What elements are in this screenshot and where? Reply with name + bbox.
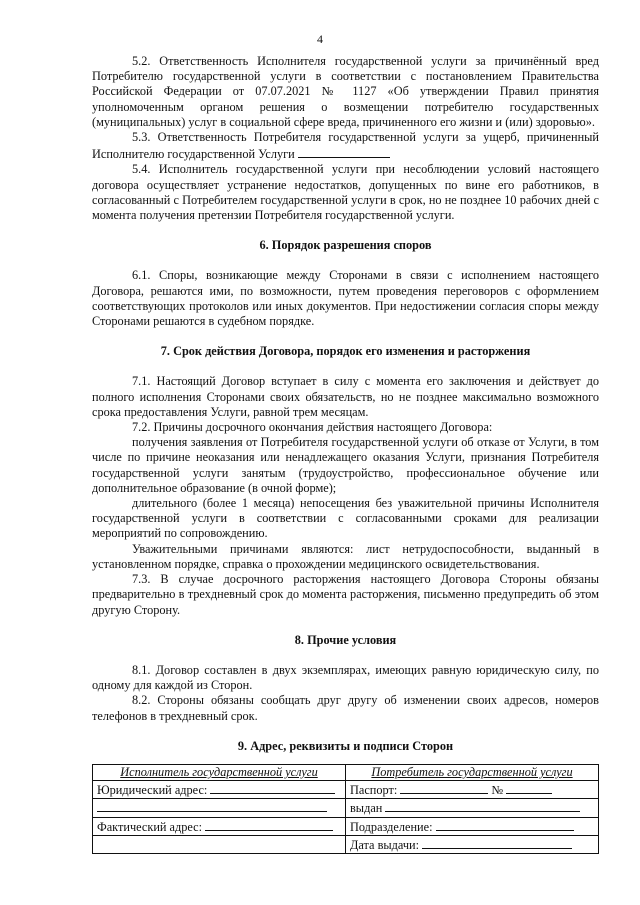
blank-line (205, 818, 333, 831)
clause-7-2: 7.2. Причины досрочного окончания действия настоящего Договора: (132, 420, 493, 435)
number-sign: № (491, 783, 504, 798)
blank-line (210, 781, 335, 794)
clause-5-3-text: 5.3. Ответственность Потребителя государственной услуги за ущерб, причиненный Исполнителю государственной Услуги (92, 130, 599, 162)
section-8-heading: 8. Прочие условия (294, 632, 397, 647)
blank-line (506, 781, 552, 794)
division-cell (346, 817, 599, 835)
actual-address-label: Фактический адрес: (97, 819, 203, 834)
section-6-heading: 6. Порядок разрешения споров (259, 238, 432, 253)
passport-cell (346, 781, 599, 799)
clause-5-3 (92, 130, 599, 162)
clause-7-2-reason-b: длительного (более 1 месяца) непосещения без уважительной причины Исполнителя государственной услуги в соответствии с согласованными сроками для реализации мероприятий по сопровождению. (92, 496, 599, 541)
actual-address-cont-cell (93, 835, 346, 853)
section-7-heading: 7. Срок действия Договора, порядок его изменения и расторжения (160, 344, 531, 359)
issued-cell (346, 799, 599, 817)
legal-address-cell (93, 781, 346, 799)
clause-5-2: 5.2. Ответственность Исполнителя государственной услуги за причинённый вред Потребителю государственной услуги в соответствии с постановлением Правительства Российской Федерации от 07.07.2021 № 1127 «Об утверждении Правил принятия уполномоченным органом решения о возмещении потребителю государственных (муниципальных) услуг в социальной сфере вреда, причиненного его жизни и (или) здоровью». (92, 54, 599, 129)
document-body (92, 54, 599, 854)
section-9-heading: 9. Адрес, реквизиты и подписи Сторон (237, 738, 454, 753)
blank-line (385, 799, 580, 812)
division-label: Подразделение: (350, 819, 433, 834)
issue-date-cell (346, 835, 599, 853)
executor-column-header: Исполнитель государственной услуги (93, 764, 346, 780)
clause-6-1: 6.1. Споры, возникающие между Сторонами в связи с исполнением настоящего Договора, решаются ими, по возможности, путем проведения переговоров с оформлением соответствующих протоколов или иных документов. При недостижении согласия споры между Сторонами решаются в судебном порядке. (92, 268, 599, 329)
legal-address-label: Юридический адрес: (97, 783, 208, 798)
blank-line (422, 836, 572, 849)
page-number: 4 (317, 32, 323, 46)
consumer-column-header: Потребитель государственной услуги (346, 764, 599, 780)
clause-7-3: 7.3. В случае досрочного расторжения настоящего Договора Стороны обязаны предварительно в трехдневный срок до момента расторжения, письменно предупредить об этом другую Сторону. (92, 572, 599, 617)
clause-5-4: 5.4. Исполнитель государственной услуги при несоблюдении условий настоящего договора осуществляет устранение недостатков, допущенных по вине его работников, в согласованный с Потребителем государственной услуги в срок, но не позднее 10 рабочих дней с момента получения претензии Потребителя государственной услуги. (92, 162, 599, 223)
passport-label: Паспорт: (350, 783, 398, 798)
clause-7-2-reason-a: получения заявления от Потребителя государственной услуги об отказе от Услуги, в том числе по причине неоказания или ненадлежащего оказания Услуги, признания Потребителя государственной услуги занятым (трудоустройство, профессиональное обучение или дополнительное образование (в очной форме); (92, 435, 599, 495)
issued-label: выдан (350, 801, 383, 816)
parties-table (92, 764, 599, 854)
clause-8-1: 8.1. Договор составлен в двух экземплярах, имеющих равную юридическую силу, по одному для каждой из Сторон. (92, 662, 599, 693)
clause-7-1: 7.1. Настоящий Договор вступает в силу с момента его заключения и действует до полного исполнения Сторонами своих обязательств, но не позднее максимально возможного срока предоставления Услуги, равной трем месяцам. (92, 374, 599, 419)
blank-line (400, 781, 488, 794)
clause-8-2: 8.2. Стороны обязаны сообщать друг другу об изменении своих адресов, номеров телефонов в трехдневный срок. (92, 693, 599, 723)
issue-date-label: Дата выдачи: (350, 837, 420, 852)
blank-line (436, 818, 574, 831)
actual-address-cell (93, 817, 346, 835)
blank-line (298, 145, 390, 158)
legal-address-cont-cell (93, 799, 346, 817)
clause-7-2-valid-reasons: Уважительными причинами являются: лист нетрудоспособности, выданный в установленном порядке, справка о прохождении медицинского освидетельствования. (92, 541, 599, 571)
blank-line (97, 799, 327, 812)
